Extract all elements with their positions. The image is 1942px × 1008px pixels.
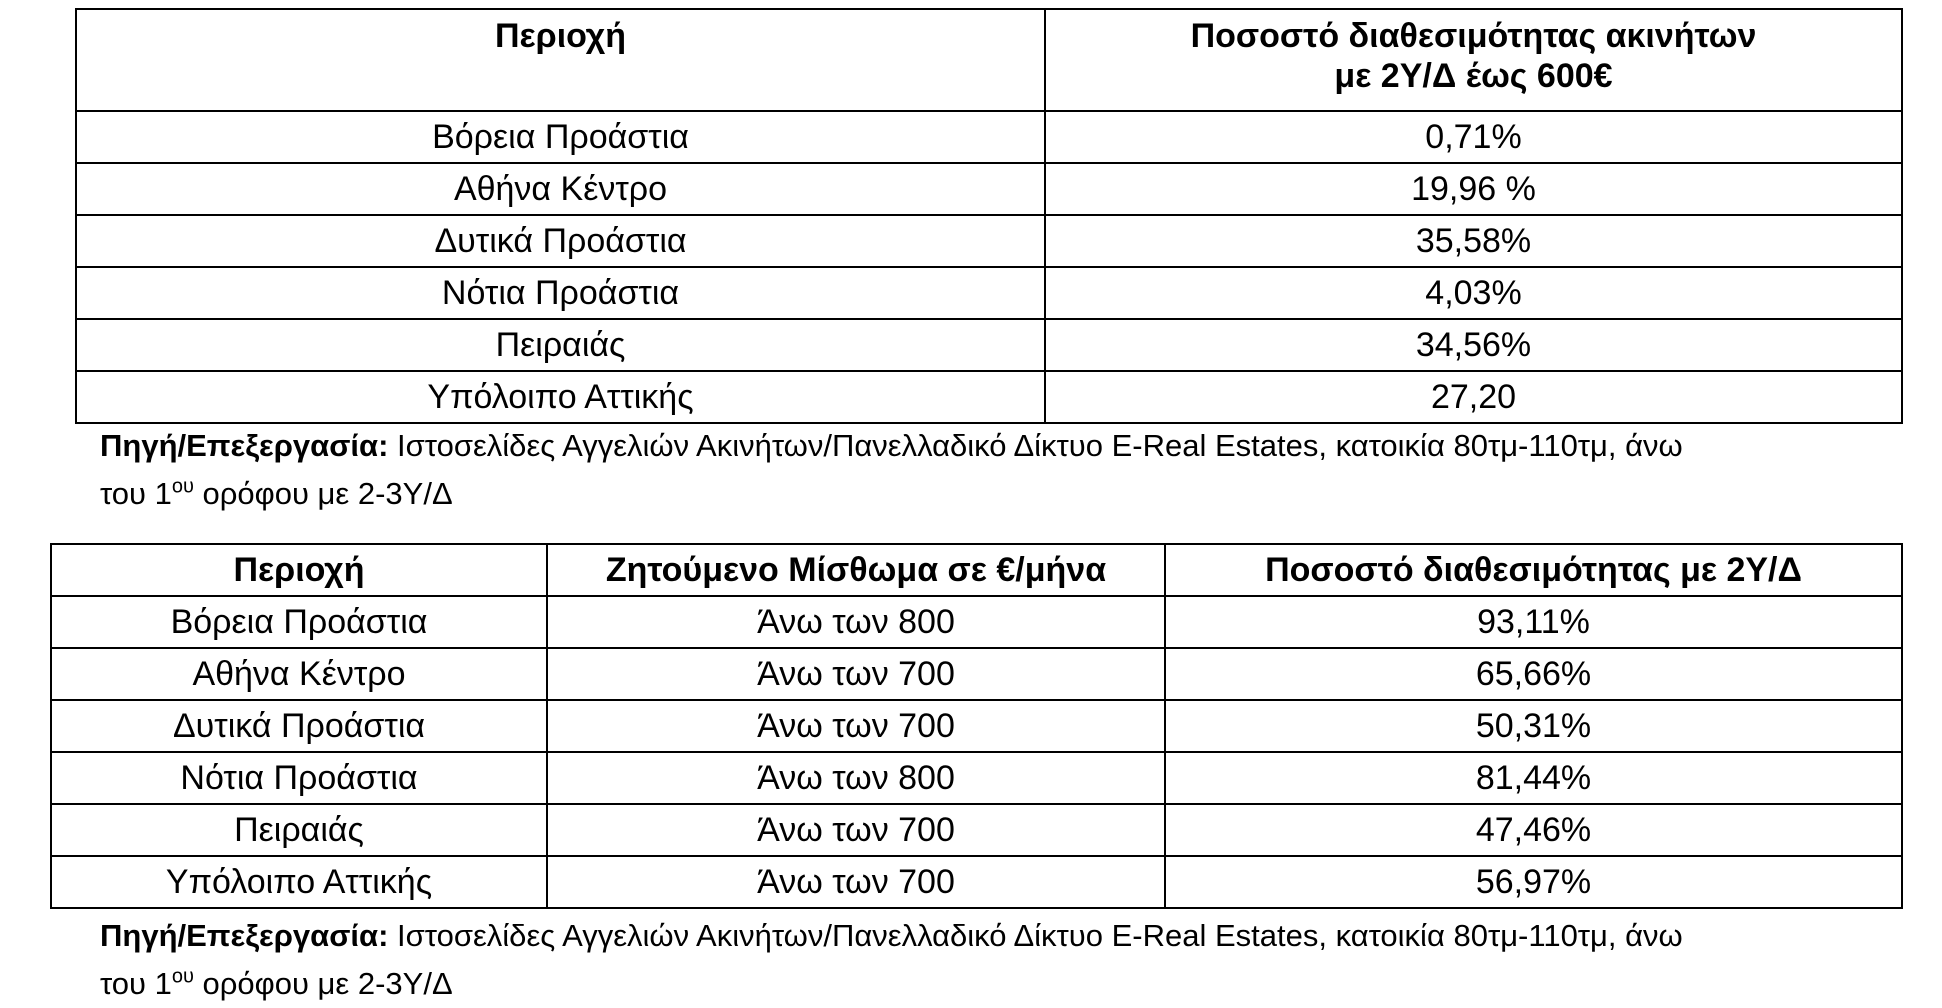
region-cell: Βόρεια Προάστια (51, 596, 547, 648)
source-line2-suffix: ορόφου με 2-3Υ/Δ (193, 476, 453, 511)
table-row (76, 111, 1902, 163)
region-cell: Δυτικά Προάστια (76, 215, 1045, 267)
availability-cell: 65,66% (1165, 648, 1902, 700)
table-row (51, 752, 1902, 804)
availability-cell: 81,44% (1165, 752, 1902, 804)
table-row (51, 596, 1902, 648)
table-header-row (76, 9, 1902, 111)
table-row (51, 648, 1902, 700)
table-row (76, 163, 1902, 215)
region-cell: Δυτικά Προάστια (51, 700, 547, 752)
source-line2-superscript: ου (171, 475, 194, 498)
availability-cell: 4,03% (1045, 267, 1902, 319)
rent-cell: Άνω των 700 (547, 700, 1165, 752)
header-rent: Ζητούμενο Μίσθωμα σε €/μήνα (547, 544, 1165, 596)
source-line2-prefix: του 1 (100, 476, 172, 511)
source-text: Ιστοσελίδες Αγγελιών Ακινήτων/Πανελλαδικό Δίκτυο E-Real Estates, κατοικία 80τμ-110τμ, άνω (388, 918, 1683, 953)
rent-cell: Άνω των 700 (547, 856, 1165, 908)
header-availability: Ποσοστό διαθεσιμότητας με 2Υ/Δ (1165, 544, 1902, 596)
availability-cell: 35,58% (1045, 215, 1902, 267)
availability-table-600 (75, 8, 1903, 424)
header-availability-line2: με 2Υ/Δ έως 600€ (1334, 57, 1613, 95)
availability-cell: 0,71% (1045, 111, 1902, 163)
source-label: Πηγή/Επεξεργασία: (100, 428, 389, 463)
region-cell: Αθήνα Κέντρο (76, 163, 1045, 215)
rent-cell: Άνω των 700 (547, 648, 1165, 700)
table-row (51, 804, 1902, 856)
source-label: Πηγή/Επεξεργασία: (100, 918, 389, 953)
source-line2-prefix: του 1 (100, 966, 172, 1001)
availability-cell: 27,20 (1045, 371, 1902, 423)
table-row (76, 371, 1902, 423)
availability-cell: 34,56% (1045, 319, 1902, 371)
availability-cell: 50,31% (1165, 700, 1902, 752)
rent-cell: Άνω των 800 (547, 596, 1165, 648)
header-availability-line1: Ποσοστό διαθεσιμότητας ακινήτων (1190, 17, 1757, 55)
region-cell: Πειραιάς (51, 804, 547, 856)
header-region: Περιοχή (76, 9, 1045, 111)
source-line2-superscript: ου (171, 965, 194, 988)
header-availability (1045, 9, 1902, 111)
source-line2-suffix: ορόφου με 2-3Υ/Δ (193, 966, 453, 1001)
header-region: Περιοχή (51, 544, 547, 596)
table-row (76, 215, 1902, 267)
table-header-row (51, 544, 1902, 596)
region-cell: Νότια Προάστια (51, 752, 547, 804)
table-row (51, 856, 1902, 908)
availability-cell: 93,11% (1165, 596, 1902, 648)
table-row (76, 267, 1902, 319)
source-note (100, 422, 1900, 518)
source-text: Ιστοσελίδες Αγγελιών Ακινήτων/Πανελλαδικό Δίκτυο E-Real Estates, κατοικία 80τμ-110τμ, άνω (388, 428, 1683, 463)
availability-cell: 56,97% (1165, 856, 1902, 908)
region-cell: Βόρεια Προάστια (76, 111, 1045, 163)
table-row (51, 700, 1902, 752)
rent-cell: Άνω των 700 (547, 804, 1165, 856)
availability-cell: 19,96 % (1045, 163, 1902, 215)
availability-cell: 47,46% (1165, 804, 1902, 856)
region-cell: Αθήνα Κέντρο (51, 648, 547, 700)
region-cell: Νότια Προάστια (76, 267, 1045, 319)
rent-availability-table (50, 543, 1903, 909)
table-row (76, 319, 1902, 371)
region-cell: Πειραιάς (76, 319, 1045, 371)
region-cell: Υπόλοιπο Αττικής (76, 371, 1045, 423)
rent-cell: Άνω των 800 (547, 752, 1165, 804)
region-cell: Υπόλοιπο Αττικής (51, 856, 547, 908)
